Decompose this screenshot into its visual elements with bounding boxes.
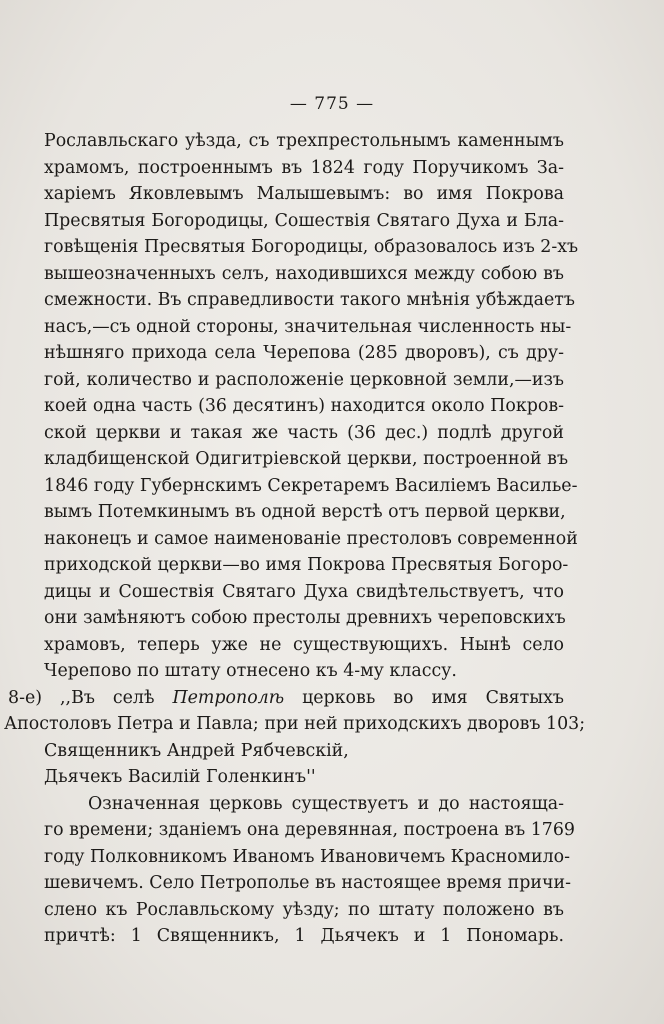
list-item-8 — [8, 685, 564, 712]
text-line: Апостоловъ Петра и Павла; при ней приходскихъ дворовъ 103; — [4, 714, 586, 734]
text-line: приходской церкви—во имя Покрова Пресвятыя Богоро- — [44, 555, 569, 575]
page-number: — 775 — — [289, 94, 375, 114]
text-line: причтѣ: 1 Священникъ, 1 Дьячекъ и 1 Пономарь. — [44, 926, 564, 946]
text-line: говѣщенія Пресвятыя Богородицы, образовалось изъ 2-хъ — [44, 237, 579, 257]
text-line: го времени; зданіемъ она деревянная, построена въ 1769 — [44, 820, 576, 840]
list-item-number: 8-е) — [8, 687, 43, 708]
text-line: слено къ Рославльскому уѣзду; по штату положено въ — [44, 899, 564, 920]
text-line: харіемъ Яковлевымъ Малышевымъ: во имя Покрова — [44, 184, 564, 204]
text-line: кладбищенской Одигитріевской церкви, построенной въ — [44, 449, 569, 469]
text-line: дицы и Сошествія Святаго Духа свидѣтельствуетъ, что — [44, 581, 564, 602]
text-line: Дьячекъ Василій Голенкинъ'' — [44, 767, 316, 787]
text-line: вымъ Потемкинымъ въ одной верстѣ отъ первой церкви, — [44, 502, 566, 522]
text-line: гой, количество и расположеніе церковной земли,—изъ — [44, 369, 564, 390]
text-line: коей одна часть (36 десятинъ) находится около Покров- — [44, 396, 564, 416]
text-line: 1846 году Губернскимъ Секретаремъ Василіемъ Василье- — [44, 475, 578, 496]
text-line: храмовъ, теперь уже не существующихъ. Нынѣ село — [44, 634, 564, 655]
text-line: Означенная церковь существуетъ и до настояща- — [88, 793, 564, 814]
body-text — [4, 128, 586, 950]
text-line: храмомъ, построеннымъ въ 1824 году Поручикомъ За- — [44, 157, 564, 178]
place-name: Петрополѣ — [172, 687, 285, 708]
text-line: наконецъ и самое наименованіе престоловъ современной — [44, 528, 578, 549]
text-line: Священникъ Андрей Рябчевскій, — [44, 740, 349, 761]
text-line: смежности. Въ справедливости такого мнѣнія убѣждаетъ — [44, 290, 575, 310]
text-line: шевичемъ. Село Петрополье въ настоящее время причи- — [44, 873, 571, 893]
text-line: вышеозначенныхъ селъ, находившихся между собою въ — [44, 263, 564, 284]
text-line: насъ,—съ одной стороны, значительная численность ны- — [44, 316, 572, 337]
quote-start: ,,Въ селѣ — [60, 687, 173, 708]
text-line: ской церкви и такая же часть (36 дес.) подлѣ другой — [44, 422, 564, 443]
text-line: Пресвятыя Богородицы, Сошествія Святаго Духа и Бла- — [44, 210, 564, 231]
text-line: нѣшняго прихода села Черепова (285 дворовъ), съ дру- — [44, 343, 564, 363]
text-line: Рославльскаго уѣзда, съ трехпрестольнымъ каменнымъ — [44, 131, 564, 151]
text-line: они замѣняютъ собою престолы древнихъ череповскихъ — [44, 608, 566, 628]
text-line: году Полковникомъ Иваномъ Ивановичемъ Красномило- — [44, 846, 570, 867]
text-line: Черепово по штату отнесено къ 4-му классу. — [44, 661, 457, 681]
quote-continuation: церковь во имя Святыхъ — [284, 687, 564, 708]
